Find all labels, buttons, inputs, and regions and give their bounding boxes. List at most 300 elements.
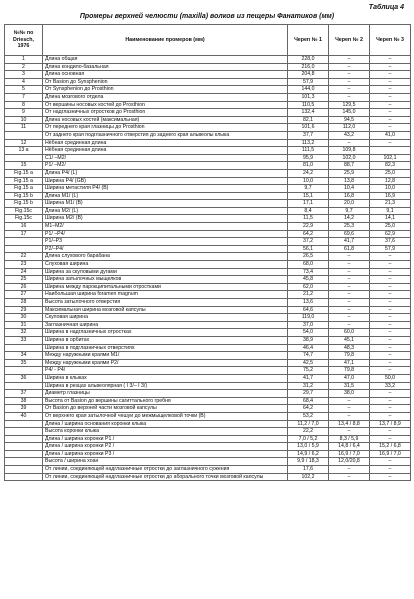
row-skull-1-value: 22,9 bbox=[288, 223, 329, 231]
row-skull-1-value: 8,4 bbox=[288, 207, 329, 215]
table-row bbox=[5, 435, 411, 443]
row-skull-2-value: – bbox=[329, 299, 370, 307]
table-row bbox=[5, 306, 411, 314]
row-measurement-name: Ширина за скуловыми дугами bbox=[43, 268, 288, 276]
row-skull-3-value: 33,2 bbox=[370, 382, 411, 390]
table-row bbox=[5, 344, 411, 352]
table-row bbox=[5, 405, 411, 413]
row-measurement-name: Р1/ –Р4/ bbox=[43, 230, 288, 238]
row-skull-1-value: 132,4 bbox=[288, 109, 329, 117]
table-row bbox=[5, 124, 411, 132]
row-skull-2-value: – bbox=[329, 86, 370, 94]
row-skull-1-value: 204,8 bbox=[288, 71, 329, 79]
row-measurement-name: Высота / ширина хоан bbox=[43, 458, 288, 466]
row-skull-3-value: 62,9 bbox=[370, 230, 411, 238]
table-row bbox=[5, 131, 411, 139]
table-row bbox=[5, 321, 411, 329]
row-skull-3-value: – bbox=[370, 93, 411, 101]
row-number: Fig.15 a bbox=[5, 185, 43, 193]
row-skull-3-value: – bbox=[370, 253, 411, 261]
row-skull-3-value: – bbox=[370, 283, 411, 291]
header-skull-3: Череп № 3 bbox=[370, 25, 411, 56]
row-skull-2-value: – bbox=[329, 78, 370, 86]
row-skull-1-value: 11,2 / 7,0 bbox=[288, 420, 329, 428]
row-number bbox=[5, 344, 43, 352]
row-skull-2-value: 145,0 bbox=[329, 109, 370, 117]
table-row bbox=[5, 101, 411, 109]
table-row bbox=[5, 443, 411, 451]
row-skull-3-value: – bbox=[370, 116, 411, 124]
row-skull-2-value: 10,4 bbox=[329, 185, 370, 193]
row-number: 10 bbox=[5, 116, 43, 124]
row-number: Fig.15c bbox=[5, 215, 43, 223]
row-skull-3-value: 41,0 bbox=[370, 131, 411, 139]
row-skull-1-value: 37,2 bbox=[288, 238, 329, 246]
row-skull-2-value: – bbox=[329, 56, 370, 64]
row-skull-1-value: 31,2 bbox=[288, 382, 329, 390]
row-number: 15 bbox=[5, 162, 43, 170]
row-measurement-name: Нёбная срединная длина bbox=[43, 139, 288, 147]
table-row bbox=[5, 268, 411, 276]
row-skull-2-value: – bbox=[329, 276, 370, 284]
row-measurement-name: Длина / ширина коронки Р2 / bbox=[43, 443, 288, 451]
header-skull-1: Череп № 1 bbox=[288, 25, 329, 56]
table-row bbox=[5, 336, 411, 344]
row-skull-2-value: – bbox=[329, 283, 370, 291]
row-skull-1-value: 38,9 bbox=[288, 336, 329, 344]
row-number: 12 bbox=[5, 139, 43, 147]
row-skull-2-value: 94,5 bbox=[329, 116, 370, 124]
row-measurement-name: Диаметр глазницы bbox=[43, 390, 288, 398]
row-measurement-name: Ширина в подглазничных отверстиях bbox=[43, 344, 288, 352]
row-skull-1-value: 216,0 bbox=[288, 63, 329, 71]
table-row bbox=[5, 390, 411, 398]
table-row bbox=[5, 283, 411, 291]
table-row bbox=[5, 314, 411, 322]
table-row bbox=[5, 291, 411, 299]
table-row bbox=[5, 276, 411, 284]
row-skull-2-value: 13,8 bbox=[329, 177, 370, 185]
row-skull-3-value: 13,7 / 8,9 bbox=[370, 420, 411, 428]
table-row bbox=[5, 177, 411, 185]
row-skull-1-value: 73,4 bbox=[288, 268, 329, 276]
row-skull-1-value: 144,0 bbox=[288, 86, 329, 94]
row-measurement-name: Скуловая ширина bbox=[43, 314, 288, 322]
row-measurement-name: Ширина в клыках bbox=[43, 374, 288, 382]
row-skull-2-value: 43,2 bbox=[329, 131, 370, 139]
row-skull-3-value: – bbox=[370, 435, 411, 443]
row-skull-1-value: 17,1 bbox=[288, 200, 329, 208]
row-number: 35 bbox=[5, 359, 43, 367]
row-skull-1-value: 21,2 bbox=[288, 291, 329, 299]
row-skull-2-value: 47,0 bbox=[329, 374, 370, 382]
row-skull-1-value: 17,6 bbox=[288, 466, 329, 474]
row-measurement-name: Длина М1/ (L) bbox=[43, 192, 288, 200]
table-row bbox=[5, 93, 411, 101]
row-measurement-name: Между наружными краями Р2/ bbox=[43, 359, 288, 367]
row-skull-1-value: 9,7 bbox=[288, 185, 329, 193]
row-skull-2-value: – bbox=[329, 63, 370, 71]
row-measurement-name: Ширина Р4/ (GB) bbox=[43, 177, 288, 185]
table-row bbox=[5, 230, 411, 238]
table-row bbox=[5, 359, 411, 367]
row-number bbox=[5, 428, 43, 436]
row-skull-1-value: 14,9 / 6,2 bbox=[288, 450, 329, 458]
row-skull-1-value: 228,0 bbox=[288, 56, 329, 64]
table-row bbox=[5, 299, 411, 307]
row-measurement-name: Длина слухового барабана bbox=[43, 253, 288, 261]
row-skull-1-value: 64,2 bbox=[288, 230, 329, 238]
table-row bbox=[5, 154, 411, 162]
table-row bbox=[5, 223, 411, 231]
table-label: Таблица 4 bbox=[368, 4, 404, 11]
row-skull-3-value: – bbox=[370, 124, 411, 132]
header-skull-2: Череп № 2 bbox=[329, 25, 370, 56]
row-measurement-name: Р2/–Р4/ bbox=[43, 245, 288, 253]
row-skull-1-value: 41,7 bbox=[288, 374, 329, 382]
row-skull-1-value: 62,0 bbox=[288, 283, 329, 291]
row-skull-3-value: 15,2 / 6,8 bbox=[370, 443, 411, 451]
row-measurement-name: Длина носовых костей (максимальная) bbox=[43, 116, 288, 124]
row-number: 28 bbox=[5, 299, 43, 307]
row-skull-3-value: 10,0 bbox=[370, 185, 411, 193]
row-number: 3 bbox=[5, 71, 43, 79]
row-skull-2-value: – bbox=[329, 473, 370, 481]
row-skull-2-value: 102,0 bbox=[329, 154, 370, 162]
row-skull-1-value: 57,9 bbox=[288, 78, 329, 86]
table-row bbox=[5, 466, 411, 474]
row-measurement-name: Р1/ –М2/ bbox=[43, 162, 288, 170]
table-row bbox=[5, 458, 411, 466]
row-skull-3-value: – bbox=[370, 291, 411, 299]
table-row bbox=[5, 245, 411, 253]
row-skull-3-value: – bbox=[370, 359, 411, 367]
row-number bbox=[5, 367, 43, 375]
row-skull-1-value: 7,0 / 5,2 bbox=[288, 435, 329, 443]
row-skull-3-value: – bbox=[370, 261, 411, 269]
row-skull-3-value: – bbox=[370, 412, 411, 420]
row-skull-1-value: 29,7 bbox=[288, 390, 329, 398]
row-number: Fig.15 a bbox=[5, 177, 43, 185]
row-skull-2-value: – bbox=[329, 268, 370, 276]
row-skull-2-value: – bbox=[329, 253, 370, 261]
row-skull-3-value: – bbox=[370, 397, 411, 405]
row-skull-2-value: 38,0 bbox=[329, 390, 370, 398]
row-skull-3-value: – bbox=[370, 276, 411, 284]
row-skull-3-value: – bbox=[370, 268, 411, 276]
row-skull-3-value: – bbox=[370, 466, 411, 474]
table-row bbox=[5, 63, 411, 71]
row-measurement-name: Ширина М1/ (B) bbox=[43, 200, 288, 208]
row-skull-2-value: 8,3 / 5,9 bbox=[329, 435, 370, 443]
table-row bbox=[5, 428, 411, 436]
table-row bbox=[5, 147, 411, 155]
row-skull-2-value: 13,4 / 8,8 bbox=[329, 420, 370, 428]
row-number: Fig.15 b bbox=[5, 200, 43, 208]
row-skull-3-value: – bbox=[370, 109, 411, 117]
row-skull-2-value: – bbox=[329, 412, 370, 420]
row-skull-3-value: 25,0 bbox=[370, 169, 411, 177]
header-name: Наименование промеров (мм) bbox=[43, 25, 288, 56]
row-skull-2-value: – bbox=[329, 428, 370, 436]
row-skull-2-value: 60,0 bbox=[329, 329, 370, 337]
row-number: 9 bbox=[5, 109, 43, 117]
row-skull-2-value: – bbox=[329, 291, 370, 299]
row-skull-3-value: 21,3 bbox=[370, 200, 411, 208]
row-measurement-name: Длина кондило-базальная bbox=[43, 63, 288, 71]
row-skull-1-value: 46,4 bbox=[288, 344, 329, 352]
row-number bbox=[5, 458, 43, 466]
row-measurement-name: С1/ –М2/ bbox=[43, 154, 288, 162]
row-skull-1-value: 101,6 bbox=[288, 124, 329, 132]
row-measurement-name: Длина общая bbox=[43, 56, 288, 64]
row-measurement-name: От линии, соединяющей надглазничные отростки до заглазничного сужения bbox=[43, 466, 288, 474]
table-row bbox=[5, 382, 411, 390]
row-skull-3-value: 9,1 bbox=[370, 207, 411, 215]
row-skull-1-value: 64,6 bbox=[288, 306, 329, 314]
row-number bbox=[5, 382, 43, 390]
row-measurement-name: Ширина в резцах альвеолярная ( I 3/– I 3/) bbox=[43, 382, 288, 390]
row-number: 36 bbox=[5, 374, 43, 382]
row-measurement-name: Заглазничная ширина bbox=[43, 321, 288, 329]
row-number: 40 bbox=[5, 412, 43, 420]
row-skull-3-value: 82,3 bbox=[370, 162, 411, 170]
row-skull-1-value: 102,2 bbox=[288, 473, 329, 481]
row-skull-2-value: 109,8 bbox=[329, 147, 370, 155]
row-skull-2-value: – bbox=[329, 397, 370, 405]
row-skull-3-value: – bbox=[370, 306, 411, 314]
row-measurement-name: От надглазничных отростков до Prosthion bbox=[43, 109, 288, 117]
row-skull-3-value: 57,9 bbox=[370, 245, 411, 253]
row-skull-1-value: 24,2 bbox=[288, 169, 329, 177]
row-skull-1-value: 68,0 bbox=[288, 261, 329, 269]
table-row bbox=[5, 253, 411, 261]
row-number: 34 bbox=[5, 352, 43, 360]
row-number bbox=[5, 131, 43, 139]
row-skull-1-value: 111,5 bbox=[288, 147, 329, 155]
row-skull-3-value: 102,1 bbox=[370, 154, 411, 162]
table-row bbox=[5, 71, 411, 79]
row-number bbox=[5, 245, 43, 253]
row-number: 30 bbox=[5, 314, 43, 322]
table-row bbox=[5, 86, 411, 94]
row-number: 17 bbox=[5, 230, 43, 238]
row-skull-1-value: 101,3 bbox=[288, 93, 329, 101]
row-number bbox=[5, 420, 43, 428]
row-skull-1-value: 68,4 bbox=[288, 397, 329, 405]
table-row bbox=[5, 200, 411, 208]
row-skull-1-value: 54,0 bbox=[288, 329, 329, 337]
row-number: 5 bbox=[5, 86, 43, 94]
table-row bbox=[5, 192, 411, 200]
row-skull-2-value: 79,8 bbox=[329, 352, 370, 360]
row-skull-2-value: – bbox=[329, 466, 370, 474]
row-number: 8 bbox=[5, 101, 43, 109]
row-number: 24 bbox=[5, 268, 43, 276]
row-skull-2-value: – bbox=[329, 405, 370, 413]
row-number bbox=[5, 466, 43, 474]
row-skull-3-value: – bbox=[370, 71, 411, 79]
row-measurement-name: Высота коронки клыка bbox=[43, 428, 288, 436]
row-measurement-name: От Synsphenion до Prosthion bbox=[43, 86, 288, 94]
row-number bbox=[5, 473, 43, 481]
row-skull-1-value: 26,5 bbox=[288, 253, 329, 261]
row-skull-2-value: – bbox=[329, 261, 370, 269]
row-skull-3-value: – bbox=[370, 428, 411, 436]
row-skull-1-value: 81,0 bbox=[288, 162, 329, 170]
table-row bbox=[5, 78, 411, 86]
row-skull-2-value: 47,1 bbox=[329, 359, 370, 367]
row-skull-2-value: 112,0 bbox=[329, 124, 370, 132]
table-row bbox=[5, 207, 411, 215]
row-skull-2-value: 88,7 bbox=[329, 162, 370, 170]
table-body bbox=[5, 56, 411, 481]
row-skull-3-value: – bbox=[370, 321, 411, 329]
row-measurement-name: Наибольшая ширина foramen magnum bbox=[43, 291, 288, 299]
row-skull-2-value: 14,2 bbox=[329, 215, 370, 223]
table-row bbox=[5, 374, 411, 382]
row-skull-3-value: 16,9 bbox=[370, 192, 411, 200]
row-skull-3-value: – bbox=[370, 473, 411, 481]
row-skull-2-value: – bbox=[329, 93, 370, 101]
table-row bbox=[5, 185, 411, 193]
row-skull-1-value: 9,9 / 18,3 bbox=[288, 458, 329, 466]
table-row bbox=[5, 352, 411, 360]
table-row bbox=[5, 116, 411, 124]
row-skull-3-value bbox=[370, 147, 411, 155]
row-measurement-name: От заднего края подглазничного отверстия до заднего края альвеолы клыка bbox=[43, 131, 288, 139]
row-measurement-name: Ширина затылочных мыщелков bbox=[43, 276, 288, 284]
table-row bbox=[5, 215, 411, 223]
row-skull-3-value: – bbox=[370, 314, 411, 322]
row-skull-2-value: 20,0 bbox=[329, 200, 370, 208]
row-skull-2-value: – bbox=[329, 306, 370, 314]
row-measurement-name: Длина / ширина коронки Р3 / bbox=[43, 450, 288, 458]
row-number: 32 bbox=[5, 329, 43, 337]
row-measurement-name: Ширина метастиля Р4/ (B) bbox=[43, 185, 288, 193]
table-row bbox=[5, 109, 411, 117]
row-skull-3-value: – bbox=[370, 299, 411, 307]
row-number: 1 bbox=[5, 56, 43, 64]
row-skull-1-value: 95,9 bbox=[288, 154, 329, 162]
row-number: 38 bbox=[5, 397, 43, 405]
row-skull-1-value: 110,5 bbox=[288, 101, 329, 109]
table-row bbox=[5, 420, 411, 428]
row-skull-3-value: – bbox=[370, 78, 411, 86]
row-number: 2 bbox=[5, 63, 43, 71]
row-skull-2-value: 9,7 bbox=[329, 207, 370, 215]
row-skull-2-value: 129,5 bbox=[329, 101, 370, 109]
row-measurement-name: Длина мозгового отдела bbox=[43, 93, 288, 101]
row-number: 37 bbox=[5, 390, 43, 398]
row-skull-2-value: 69,6 bbox=[329, 230, 370, 238]
row-skull-2-value: – bbox=[329, 314, 370, 322]
row-skull-3-value: 37,6 bbox=[370, 238, 411, 246]
table-row bbox=[5, 238, 411, 246]
row-measurement-name: Высота затылочного отверстия bbox=[43, 299, 288, 307]
header-num: №№ по Driesch, 1976 bbox=[5, 25, 43, 56]
row-skull-3-value: 25,0 bbox=[370, 223, 411, 231]
row-skull-2-value: 61,8 bbox=[329, 245, 370, 253]
row-number: 29 bbox=[5, 306, 43, 314]
row-skull-1-value: 82,1 bbox=[288, 116, 329, 124]
measurements-table bbox=[4, 24, 411, 481]
row-skull-2-value: 25,9 bbox=[329, 169, 370, 177]
row-skull-1-value: 56,1 bbox=[288, 245, 329, 253]
table-row bbox=[5, 261, 411, 269]
row-skull-3-value: – bbox=[370, 390, 411, 398]
table-row bbox=[5, 169, 411, 177]
row-number: 25 bbox=[5, 276, 43, 284]
row-skull-3-value: 12,8 bbox=[370, 177, 411, 185]
row-measurement-name: Ширина М2/ (B) bbox=[43, 215, 288, 223]
row-skull-1-value: 75,2 bbox=[288, 367, 329, 375]
table-row bbox=[5, 56, 411, 64]
row-skull-2-value: 31,5 bbox=[329, 382, 370, 390]
row-measurement-name: Нёбная срединная длина bbox=[43, 147, 288, 155]
row-skull-2-value: – bbox=[329, 139, 370, 147]
row-skull-1-value: 15,1 bbox=[288, 192, 329, 200]
row-skull-1-value: 37,7 bbox=[288, 131, 329, 139]
row-skull-1-value: 13,0 / 5,9 bbox=[288, 443, 329, 451]
row-number bbox=[5, 450, 43, 458]
row-number bbox=[5, 443, 43, 451]
table-row bbox=[5, 397, 411, 405]
row-skull-1-value: 37,0 bbox=[288, 321, 329, 329]
row-measurement-name: От вершины носовых костей до Prosthion bbox=[43, 101, 288, 109]
row-number bbox=[5, 238, 43, 246]
row-measurement-name: Ширина между парокципитальными отростками bbox=[43, 283, 288, 291]
row-number: 13 a bbox=[5, 147, 43, 155]
row-measurement-name: М1–М2/ bbox=[43, 223, 288, 231]
row-number: 31 bbox=[5, 321, 43, 329]
table-row bbox=[5, 473, 411, 481]
row-skull-2-value: 41,7 bbox=[329, 238, 370, 246]
row-skull-3-value: – bbox=[370, 352, 411, 360]
row-number: 39 bbox=[5, 405, 43, 413]
row-skull-1-value: 53,2 bbox=[288, 412, 329, 420]
row-skull-1-value: 13,6 bbox=[288, 299, 329, 307]
row-measurement-name: От линии, соединяющей надглазничные отростки до аборального точки мозговой капсулы bbox=[43, 473, 288, 481]
row-number: 26 bbox=[5, 283, 43, 291]
row-skull-3-value: – bbox=[370, 336, 411, 344]
row-measurement-name: Высота от Basion до вершины сагиттального гребня bbox=[43, 397, 288, 405]
row-skull-3-value: 16,9 / 7,0 bbox=[370, 450, 411, 458]
row-skull-1-value: 113,2 bbox=[288, 139, 329, 147]
row-skull-2-value: 45,1 bbox=[329, 336, 370, 344]
row-measurement-name: Длина Р4/ (L) bbox=[43, 169, 288, 177]
row-skull-3-value: – bbox=[370, 86, 411, 94]
row-skull-1-value: 11,5 bbox=[288, 215, 329, 223]
row-skull-3-value: – bbox=[370, 329, 411, 337]
table-caption: Промеры верхней челюсти (maxilla) волков из пещеры Фанатиков (мм) bbox=[79, 13, 335, 20]
row-number: 16 bbox=[5, 223, 43, 231]
row-measurement-name: Р1/–Р3 bbox=[43, 238, 288, 246]
row-measurement-name: Ширина в надглазничных отростках bbox=[43, 329, 288, 337]
row-number bbox=[5, 154, 43, 162]
row-measurement-name: От переднего края глазницы до Prosthion bbox=[43, 124, 288, 132]
row-skull-2-value: 48,3 bbox=[329, 344, 370, 352]
table-row bbox=[5, 162, 411, 170]
row-skull-3-value: – bbox=[370, 56, 411, 64]
row-measurement-name: Длина / ширина коронки Р1 / bbox=[43, 435, 288, 443]
row-skull-1-value: 22,2 bbox=[288, 428, 329, 436]
row-measurement-name: Длина М2/ (L) bbox=[43, 207, 288, 215]
row-skull-2-value: 12,0/20,8 bbox=[329, 458, 370, 466]
table-row bbox=[5, 329, 411, 337]
row-skull-1-value: 119,0 bbox=[288, 314, 329, 322]
row-number: Fig.15 b bbox=[5, 192, 43, 200]
